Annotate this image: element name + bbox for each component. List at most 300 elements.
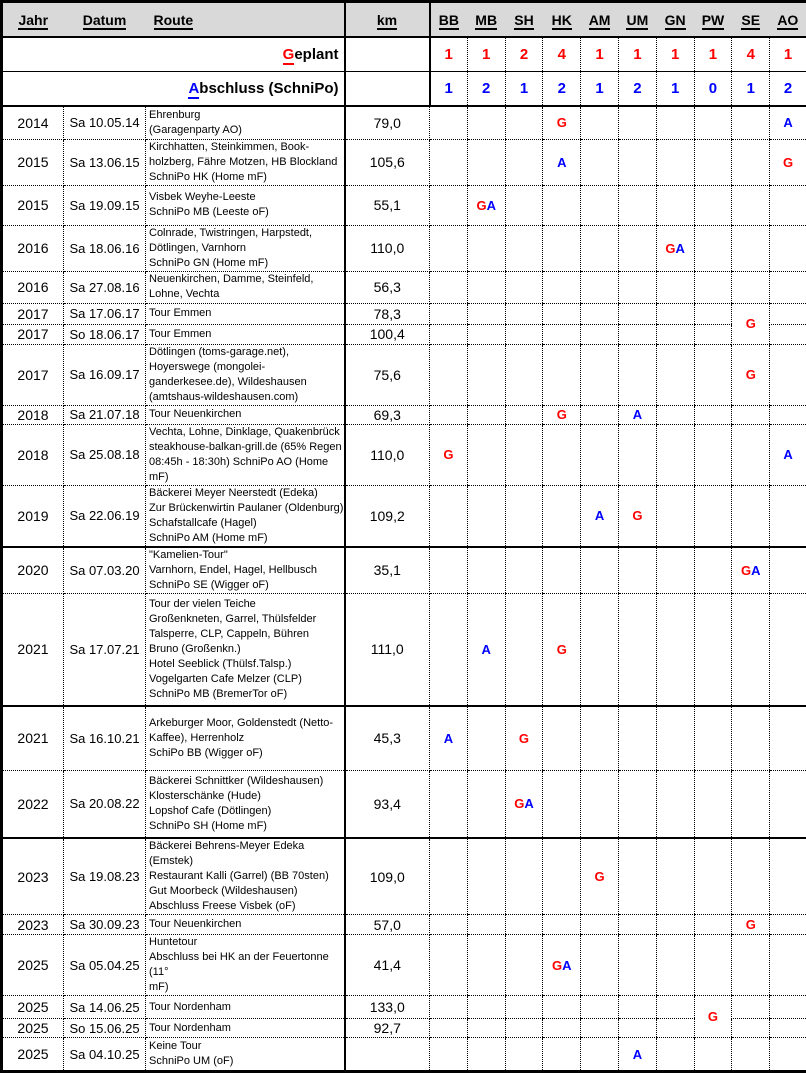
cell-empty-bb xyxy=(430,139,468,185)
cell-empty-am xyxy=(581,324,619,344)
cell-empty-am xyxy=(581,303,619,324)
abschluss-mark: A xyxy=(562,958,571,973)
geplant-value-pw: 1 xyxy=(694,37,732,72)
cell-mark-gn xyxy=(656,225,694,271)
abschluss-value-am: 1 xyxy=(581,72,619,107)
geplant-initial: G xyxy=(283,46,295,65)
route-line: Dötlingen, Varnhorn xyxy=(149,241,344,256)
cell-mark-ao xyxy=(770,424,806,485)
cell-jahr: 2023 xyxy=(2,838,64,915)
cell-empty-ao xyxy=(770,593,806,706)
geplant-mark: G xyxy=(443,447,453,462)
geplant-mark: G xyxy=(476,198,486,213)
cell-empty-pw xyxy=(694,271,732,303)
route-line: (amtshaus-wildeshausen.com) xyxy=(149,390,344,405)
cell-empty-ao xyxy=(770,915,806,935)
cell-datum: So 18.06.17 xyxy=(64,324,146,344)
pw-header-label: PW xyxy=(702,12,725,30)
cell-jahr: 2017 xyxy=(2,324,64,344)
cell-empty-sh xyxy=(505,424,543,485)
cell-empty-sh xyxy=(505,1038,543,1072)
cell-mark-mb xyxy=(467,593,505,706)
abschluss-value-sh: 1 xyxy=(505,72,543,107)
cell-empty-gn xyxy=(656,139,694,185)
cell-empty-hk xyxy=(543,324,581,344)
ao-header-label: AO xyxy=(777,12,798,30)
cell-mark-se xyxy=(732,547,770,594)
cell-empty-mb xyxy=(467,915,505,935)
cell-km: 92,7 xyxy=(345,1019,430,1038)
route-line: Colnrade, Twistringen, Harpstedt, xyxy=(149,226,344,241)
col-header-gn xyxy=(656,2,694,38)
cell-empty-mb xyxy=(467,344,505,405)
route-line: holzberg, Fähre Motzen, HB Blockland xyxy=(149,155,344,170)
cell-empty-um xyxy=(618,303,656,324)
geplant-value-hk: 4 xyxy=(543,37,581,72)
cell-empty-se xyxy=(732,106,770,139)
route-line: SchniPo MB (Leeste oF) xyxy=(149,205,344,220)
geplant-value-sh: 2 xyxy=(505,37,543,72)
table-row xyxy=(2,770,806,838)
geplant-value-um: 1 xyxy=(618,37,656,72)
hk-header-label: HK xyxy=(552,12,572,30)
geplant-mark: G xyxy=(519,731,529,746)
cell-route xyxy=(146,344,345,405)
cell-jahr: 2014 xyxy=(2,106,64,139)
abschluss-mark: A xyxy=(524,796,533,811)
cell-empty-pw xyxy=(694,935,732,996)
cell-route xyxy=(146,706,345,770)
geplant-value-am: 1 xyxy=(581,37,619,72)
cell-jahr: 2017 xyxy=(2,344,64,405)
cell-mark-se xyxy=(732,915,770,935)
table-row xyxy=(2,225,806,271)
cell-route xyxy=(146,405,345,424)
cell-mark-bb xyxy=(430,424,468,485)
cell-datum: Sa 16.09.17 xyxy=(64,344,146,405)
table-row xyxy=(2,424,806,485)
geplant-value-gn: 1 xyxy=(656,37,694,72)
cell-route xyxy=(146,225,345,271)
cell-empty-pw xyxy=(694,1038,732,1072)
route-header-label: Route xyxy=(154,12,194,30)
route-line: Keine Tour xyxy=(149,1039,344,1054)
route-line: "Kamelien-Tour" xyxy=(149,548,344,563)
route-line: Neuenkirchen, Damme, Steinfeld, xyxy=(149,272,344,287)
cell-empty-bb xyxy=(430,935,468,996)
cell-empty-ao xyxy=(770,770,806,838)
geplant-rest: eplant xyxy=(294,46,338,63)
abschluss-value-hk: 2 xyxy=(543,72,581,107)
cell-mark-hk xyxy=(543,405,581,424)
cell-empty-pw xyxy=(694,547,732,594)
col-header-se xyxy=(732,2,770,38)
cell-empty-pw xyxy=(694,303,732,324)
cell-empty-gn xyxy=(656,344,694,405)
route-line: Huntetour xyxy=(149,935,344,950)
cell-km: 109,0 xyxy=(345,838,430,915)
cell-jahr: 2018 xyxy=(2,424,64,485)
cell-jahr: 2016 xyxy=(2,271,64,303)
cell-empty-se xyxy=(732,485,770,547)
cell-jahr: 2025 xyxy=(2,935,64,996)
cell-empty-am xyxy=(581,547,619,594)
abschluss-mark: A xyxy=(444,731,453,746)
cell-empty-hk xyxy=(543,547,581,594)
cell-empty-pw xyxy=(694,324,732,344)
cell-jahr: 2021 xyxy=(2,593,64,706)
cell-empty-am xyxy=(581,106,619,139)
cell-empty-sh xyxy=(505,915,543,935)
geplant-row xyxy=(2,37,806,72)
cell-empty-hk xyxy=(543,344,581,405)
cell-empty-bb xyxy=(430,1038,468,1072)
route-line: Ehrenburg xyxy=(149,108,344,123)
route-line: 08:45h - 18:30h) SchniPo AO (Home mF) xyxy=(149,455,344,485)
cell-empty-um xyxy=(618,838,656,915)
cell-empty-pw xyxy=(694,838,732,915)
geplant-value-ao: 1 xyxy=(770,37,806,72)
cell-route xyxy=(146,593,345,706)
route-line: Tour Nordenham xyxy=(149,1021,344,1036)
cell-mark-se xyxy=(732,344,770,405)
cell-empty-bb xyxy=(430,324,468,344)
cell-route xyxy=(146,139,345,185)
abschluss-row xyxy=(2,72,806,107)
cell-empty-am xyxy=(581,225,619,271)
geplant-mark: G xyxy=(557,407,567,422)
cell-empty-hk xyxy=(543,185,581,225)
cell-datum: Sa 04.10.25 xyxy=(64,1038,146,1072)
abschluss-value-ao: 2 xyxy=(770,72,806,107)
cell-empty-am xyxy=(581,139,619,185)
cell-datum: Sa 17.07.21 xyxy=(64,593,146,706)
cell-empty-gn xyxy=(656,324,694,344)
cell-empty-sh xyxy=(505,547,543,594)
cell-empty-bb xyxy=(430,405,468,424)
table-row xyxy=(2,935,806,996)
cell-km: 79,0 xyxy=(345,106,430,139)
route-line: SchiPo BB (Wigger oF) xyxy=(149,746,344,761)
cell-km: 100,4 xyxy=(345,324,430,344)
abschluss-km-cell xyxy=(345,72,430,107)
cell-route xyxy=(146,271,345,303)
cell-empty-ao xyxy=(770,1019,806,1038)
cell-km xyxy=(345,1038,430,1072)
cell-empty-ao xyxy=(770,935,806,996)
cell-empty-pw xyxy=(694,770,732,838)
col-header-hk xyxy=(543,2,581,38)
cell-route xyxy=(146,1038,345,1072)
cell-empty-sh xyxy=(505,405,543,424)
cell-empty-um xyxy=(618,1019,656,1038)
route-line: SchniPo MB (BremerTor oF) xyxy=(149,687,344,702)
am-header-label: AM xyxy=(589,12,611,30)
cell-datum: Sa 25.08.18 xyxy=(64,424,146,485)
cell-empty-um xyxy=(618,915,656,935)
cell-empty-bb xyxy=(430,1019,468,1038)
route-line: Varnhorn, Endel, Hagel, Hellbusch xyxy=(149,563,344,578)
cell-empty-um xyxy=(618,547,656,594)
cell-empty-mb xyxy=(467,1038,505,1072)
cell-empty-hk xyxy=(543,1019,581,1038)
cell-km: 110,0 xyxy=(345,424,430,485)
cell-empty-hk xyxy=(543,915,581,935)
route-line: Tour Neuenkirchen xyxy=(149,917,344,932)
route-line: Dötlingen (toms-garage.net), xyxy=(149,345,344,360)
cell-empty-gn xyxy=(656,706,694,770)
cell-empty-am xyxy=(581,770,619,838)
route-line: steakhouse-balkan-grill.de (65% Regen xyxy=(149,440,344,455)
geplant-mark: G xyxy=(746,316,756,331)
cell-empty-um xyxy=(618,139,656,185)
cell-empty-gn xyxy=(656,593,694,706)
cell-route xyxy=(146,303,345,324)
table-row xyxy=(2,405,806,424)
route-line: SchniPo SH (Home mF) xyxy=(149,819,344,834)
route-line: Schafstallcafe (Hagel) xyxy=(149,516,344,531)
route-line: Tour Emmen xyxy=(149,306,344,321)
route-line: Tour Neuenkirchen xyxy=(149,407,344,422)
route-line: Abschluss Freese Visbek (oF) xyxy=(149,899,344,914)
cell-empty-sh xyxy=(505,303,543,324)
cell-empty-sh xyxy=(505,935,543,996)
cell-jahr: 2015 xyxy=(2,139,64,185)
abschluss-mark: A xyxy=(487,198,496,213)
route-line: Kirchhatten, Steinkimmen, Book- xyxy=(149,140,344,155)
cell-empty-ao xyxy=(770,324,806,344)
cell-empty-gn xyxy=(656,303,694,324)
route-line: Talsperre, CLP, Cappeln, Bühren xyxy=(149,627,344,642)
cell-empty-um xyxy=(618,593,656,706)
cell-jahr: 2015 xyxy=(2,185,64,225)
cell-empty-am xyxy=(581,271,619,303)
cell-jahr: 2016 xyxy=(2,225,64,271)
cell-empty-am xyxy=(581,405,619,424)
cell-empty-um xyxy=(618,424,656,485)
geplant-mark: G xyxy=(783,155,793,170)
cell-empty-am xyxy=(581,1038,619,1072)
abschluss-mark: A xyxy=(783,447,792,462)
cell-empty-sh xyxy=(505,324,543,344)
cell-empty-se xyxy=(732,935,770,996)
route-line: (Garagenparty AO) xyxy=(149,123,344,138)
geplant-value-bb: 1 xyxy=(430,37,468,72)
route-line: Zur Brückenwirtin Paulaner (Oldenburg) xyxy=(149,501,344,516)
cell-empty-ao xyxy=(770,838,806,915)
table-row xyxy=(2,1019,806,1038)
cell-empty-bb xyxy=(430,770,468,838)
geplant-mark: G xyxy=(665,241,675,256)
abschluss-mark: A xyxy=(482,642,491,657)
cell-empty-se xyxy=(732,770,770,838)
route-line: Hoyerswege (mongolei- xyxy=(149,360,344,375)
route-line: Tour Nordenham xyxy=(149,1000,344,1015)
cell-empty-pw xyxy=(694,485,732,547)
cell-empty-ao xyxy=(770,1038,806,1072)
cell-empty-se xyxy=(732,1019,770,1038)
cell-empty-hk xyxy=(543,225,581,271)
gn-header-label: GN xyxy=(665,12,686,30)
cell-empty-pw xyxy=(694,915,732,935)
route-line: Bäckerei Behrens-Meyer Edeka (Emstek) xyxy=(149,839,344,869)
cell-empty-gn xyxy=(656,996,694,1019)
cell-empty-pw xyxy=(694,344,732,405)
cell-empty-ao xyxy=(770,344,806,405)
cell-jahr: 2023 xyxy=(2,915,64,935)
cell-empty-hk xyxy=(543,996,581,1019)
cell-route xyxy=(146,1019,345,1038)
table-row xyxy=(2,838,806,915)
cell-empty-se xyxy=(732,225,770,271)
cell-mark-hk xyxy=(543,106,581,139)
cell-empty-bb xyxy=(430,485,468,547)
cell-route xyxy=(146,424,345,485)
cell-mark-hk xyxy=(543,139,581,185)
cell-empty-bb xyxy=(430,996,468,1019)
route-line: Gut Moorbeck (Wildeshausen) xyxy=(149,884,344,899)
cell-empty-sh xyxy=(505,106,543,139)
geplant-mark: G xyxy=(595,869,605,884)
cell-empty-mb xyxy=(467,838,505,915)
sh-header-label: SH xyxy=(514,12,533,30)
cell-datum: Sa 13.06.15 xyxy=(64,139,146,185)
cell-km: 45,3 xyxy=(345,706,430,770)
table-row xyxy=(2,324,806,344)
route-line: SchniPo HK (Home mF) xyxy=(149,170,344,185)
cell-km: 55,1 xyxy=(345,185,430,225)
cell-empty-se xyxy=(732,593,770,706)
cell-empty-hk xyxy=(543,1038,581,1072)
cell-empty-pw xyxy=(694,593,732,706)
route-line: Visbek Weyhe-Leeste xyxy=(149,190,344,205)
geplant-mark: G xyxy=(557,642,567,657)
abschluss-value-mb: 2 xyxy=(467,72,505,107)
cell-jahr: 2025 xyxy=(2,1019,64,1038)
table-row xyxy=(2,593,806,706)
route-line: Vechta, Lohne, Dinklage, Quakenbrück xyxy=(149,425,344,440)
cell-mark-um xyxy=(618,485,656,547)
abschluss-value-pw: 0 xyxy=(694,72,732,107)
cell-km: 57,0 xyxy=(345,915,430,935)
cell-mark-um xyxy=(618,1038,656,1072)
route-line: SchniPo UM (oF) xyxy=(149,1054,344,1069)
route-line: Bruno (Großenkn.) xyxy=(149,642,344,657)
cell-empty-hk xyxy=(543,271,581,303)
cell-empty-sh xyxy=(505,1019,543,1038)
table-row xyxy=(2,915,806,935)
cell-empty-pw xyxy=(694,706,732,770)
cell-mark-sh xyxy=(505,706,543,770)
col-header-am xyxy=(581,2,619,38)
cell-route xyxy=(146,770,345,838)
cell-datum: Sa 07.03.20 xyxy=(64,547,146,594)
cell-empty-gn xyxy=(656,271,694,303)
cell-empty-mb xyxy=(467,106,505,139)
cell-empty-se xyxy=(732,185,770,225)
cell-empty-mb xyxy=(467,935,505,996)
cell-empty-hk xyxy=(543,303,581,324)
geplant-value-se: 4 xyxy=(732,37,770,72)
cell-route xyxy=(146,915,345,935)
abschluss-value-um: 2 xyxy=(618,72,656,107)
cell-mark-hk xyxy=(543,935,581,996)
cell-mark-bb xyxy=(430,706,468,770)
route-line: Abschluss bei HK an der Feuertonne (11° xyxy=(149,950,344,980)
cell-km: 111,0 xyxy=(345,593,430,706)
cell-km: 56,3 xyxy=(345,271,430,303)
cell-empty-am xyxy=(581,935,619,996)
table-row xyxy=(2,303,806,324)
cell-km: 93,4 xyxy=(345,770,430,838)
geplant-mark: G xyxy=(746,367,756,382)
cell-jahr: 2025 xyxy=(2,996,64,1019)
cell-empty-mb xyxy=(467,225,505,271)
cell-empty-gn xyxy=(656,770,694,838)
km-header-label: km xyxy=(377,12,397,30)
cell-empty-mb xyxy=(467,405,505,424)
cell-empty-am xyxy=(581,1019,619,1038)
cell-empty-hk xyxy=(543,838,581,915)
cell-empty-bb xyxy=(430,593,468,706)
cell-empty-bb xyxy=(430,303,468,324)
cell-jahr: 2022 xyxy=(2,770,64,838)
cell-km: 133,0 xyxy=(345,996,430,1019)
cell-empty-um xyxy=(618,185,656,225)
cell-empty-gn xyxy=(656,1019,694,1038)
cell-route xyxy=(146,547,345,594)
cell-empty-ao xyxy=(770,271,806,303)
cell-route xyxy=(146,324,345,344)
cell-empty-pw xyxy=(694,405,732,424)
geplant-mark: G xyxy=(741,563,751,578)
cell-empty-ao xyxy=(770,405,806,424)
cell-empty-um xyxy=(618,344,656,405)
table-row xyxy=(2,706,806,770)
cell-route xyxy=(146,106,345,139)
cell-mark-mb xyxy=(467,185,505,225)
cell-mark-am xyxy=(581,838,619,915)
cell-empty-pw xyxy=(694,106,732,139)
cell-route xyxy=(146,838,345,915)
cell-empty-mb xyxy=(467,303,505,324)
cell-empty-se xyxy=(732,996,770,1019)
col-header-bb xyxy=(430,2,468,38)
cell-datum: So 15.06.25 xyxy=(64,1019,146,1038)
geplant-mark: G xyxy=(557,115,567,130)
cell-empty-am xyxy=(581,593,619,706)
cell-jahr: 2021 xyxy=(2,706,64,770)
cell-empty-sh xyxy=(505,271,543,303)
cell-empty-ao xyxy=(770,485,806,547)
cell-empty-am xyxy=(581,344,619,405)
cell-empty-hk xyxy=(543,706,581,770)
route-line: Vogelgarten Cafe Melzer (CLP) xyxy=(149,672,344,687)
abschluss-mark: A xyxy=(633,407,642,422)
route-line: Großenkneten, Garrel, Thülsfelder xyxy=(149,612,344,627)
mb-header-label: MB xyxy=(475,12,497,30)
route-line: Tour der vielen Teiche xyxy=(149,597,344,612)
cell-datum: Sa 18.06.16 xyxy=(64,225,146,271)
cell-empty-gn xyxy=(656,106,694,139)
cell-empty-sh xyxy=(505,139,543,185)
cell-datum: Sa 05.04.25 xyxy=(64,935,146,996)
route-line: Bäckerei Meyer Neerstedt (Edeka) xyxy=(149,486,344,501)
cell-empty-ao xyxy=(770,185,806,225)
cell-jahr: 2020 xyxy=(2,547,64,594)
cell-empty-ao xyxy=(770,706,806,770)
cell-mark-am xyxy=(581,485,619,547)
